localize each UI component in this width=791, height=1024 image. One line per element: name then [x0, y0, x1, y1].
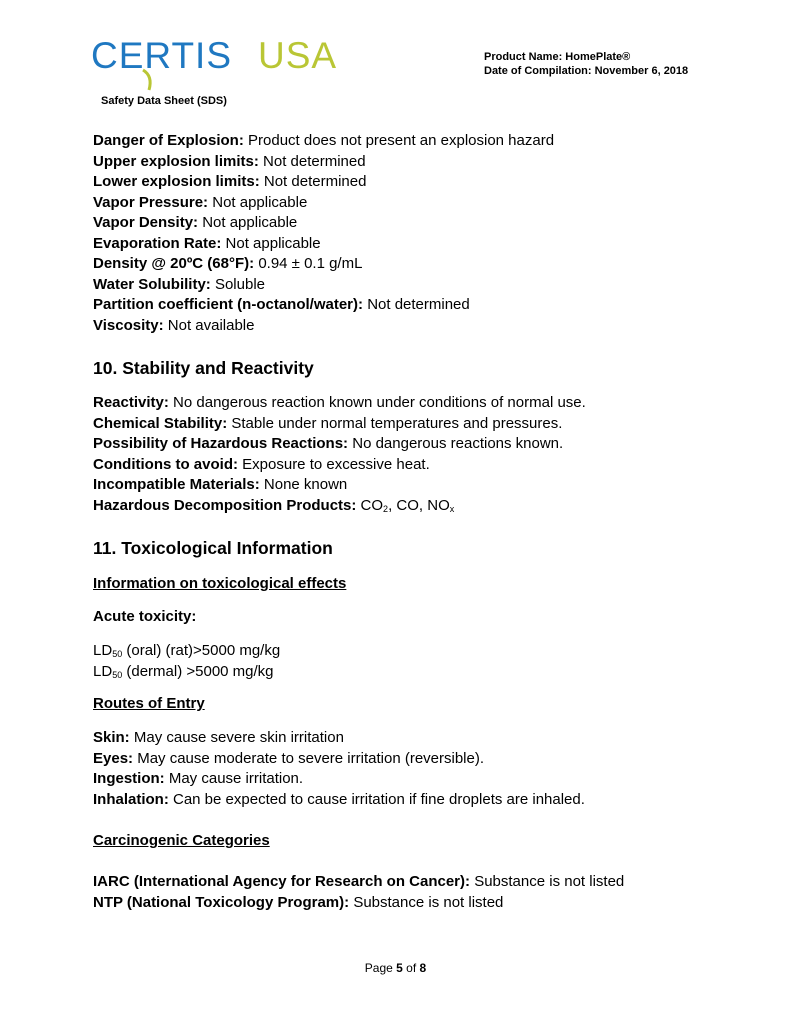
- reactivity-row: [93, 475, 586, 496]
- property-value: Soluble: [214, 275, 265, 293]
- property-label: Upper explosion limits:: [93, 152, 259, 170]
- property-value: Not determined: [263, 173, 367, 190]
- route-value: Can be expected to cause irritation if fine droplets are inhaled.: [173, 790, 585, 808]
- ld50-values: [93, 641, 280, 682]
- row-label: Possibility of Hazardous Reactions:: [93, 435, 349, 452]
- logo-secondary: USA: [258, 35, 338, 76]
- sds-label: Safety Data Sheet (SDS): [101, 95, 227, 107]
- route-value: May cause moderate to severe irritation (reversible).: [137, 749, 485, 767]
- property-value: Not available: [167, 316, 255, 334]
- row-value: Exposure to excessive heat.: [242, 455, 430, 473]
- page-total: 8: [419, 961, 427, 975]
- property-value: Product does not present an explosion hazard: [248, 132, 555, 149]
- row-label: Hazardous Decomposition Products:: [93, 496, 357, 514]
- property-row: [93, 131, 554, 152]
- property-value: 0.94 ± 0.1 g/mL: [258, 255, 363, 272]
- property-label: Partition coefficient (n-octanol/water):: [93, 296, 364, 313]
- property-value: Not determined: [367, 296, 470, 313]
- carc-value: Substance is not listed: [474, 873, 625, 890]
- row-value: No dangerous reactions known.: [352, 435, 564, 452]
- carcinogenic-categories: [93, 872, 624, 913]
- row-value: None known: [263, 476, 348, 493]
- property-value: Not determined: [263, 152, 366, 170]
- route-label: Eyes:: [93, 749, 134, 767]
- acute-heading: Acute toxicity:: [93, 608, 197, 625]
- route-row: [93, 728, 585, 749]
- decomposition-products: $CO_2$, CO, $NO_x$: [360, 496, 455, 514]
- property-row: [93, 254, 554, 275]
- row-value: No dangerous reaction known under conditions of normal use.: [173, 394, 586, 411]
- stability-reactivity: [93, 393, 586, 516]
- property-value: Not applicable: [225, 234, 321, 252]
- property-row: [93, 213, 554, 234]
- route-value: May cause irritation.: [168, 770, 304, 787]
- page-footer: Page 5 of 8: [364, 961, 427, 975]
- carc-label: IARC (International Agency for Research on Cancer):: [93, 873, 471, 890]
- row-label: Reactivity:: [93, 394, 169, 411]
- document-meta: [484, 50, 688, 78]
- row-label: Conditions to avoid:: [93, 455, 238, 473]
- route-label: Ingestion:: [93, 770, 165, 787]
- property-row: [93, 152, 554, 173]
- row-label: Incompatible Materials:: [93, 476, 260, 493]
- property-row: [93, 234, 554, 255]
- carc-row: [93, 893, 624, 914]
- property-label: Danger of Explosion:: [93, 132, 244, 149]
- ld50-row: $LD_{50}$ (oral) (rat)>5000 mg/kg: [93, 642, 281, 659]
- property-row: [93, 316, 554, 337]
- route-row: [93, 749, 585, 770]
- section-11-title: 11. Toxicological Information: [93, 538, 333, 558]
- property-row: [93, 275, 554, 296]
- physical-properties: [93, 131, 554, 336]
- compilation-date: Date of Compilation: November 6, 2018: [484, 65, 689, 77]
- property-label: Viscosity:: [93, 316, 164, 334]
- route-row: [93, 769, 585, 790]
- routes-of-entry: [93, 728, 585, 810]
- route-row: [93, 790, 585, 811]
- carc-row: [93, 872, 624, 893]
- carc-label: NTP (National Toxicology Program):: [93, 893, 350, 911]
- section-10-title: 10. Stability and Reactivity: [93, 358, 314, 378]
- property-label: Density @ 20ºC (68°F):: [93, 255, 255, 272]
- property-value: Not applicable: [212, 193, 308, 211]
- ld50-row: $LD_{50}$ (dermal) >5000 mg/kg: [93, 662, 274, 680]
- route-label: Skin:: [93, 729, 130, 746]
- row-label: Chemical Stability:: [93, 414, 228, 432]
- reactivity-row: [93, 414, 586, 435]
- property-label: Evaporation Rate:: [93, 234, 222, 252]
- row-value: Stable under normal temperatures and pressures.: [231, 414, 563, 432]
- route-value: May cause severe skin irritation: [133, 729, 344, 746]
- route-label: Inhalation:: [93, 790, 169, 808]
- property-row: [93, 172, 554, 193]
- reactivity-row: [93, 434, 586, 455]
- logo-primary: CERTIS: [91, 35, 233, 76]
- reactivity-row: [93, 496, 586, 517]
- carcinogenic-heading: Carcinogenic Categories: [93, 832, 270, 849]
- product-name: Product Name: HomePlate®: [484, 51, 631, 63]
- reactivity-row: [93, 455, 586, 476]
- property-label: Lower explosion limits:: [93, 173, 260, 190]
- property-row: [93, 295, 554, 316]
- reactivity-row: [93, 393, 586, 414]
- property-label: Vapor Pressure:: [93, 193, 209, 211]
- certis-usa-logo: [91, 35, 361, 90]
- property-label: Vapor Density:: [93, 214, 199, 231]
- property-value: Not applicable: [202, 214, 298, 231]
- property-label: Water Solubility:: [93, 275, 211, 293]
- property-row: [93, 193, 554, 214]
- carc-value: Substance is not listed: [353, 893, 504, 911]
- page-current: 5: [396, 961, 403, 975]
- routes-heading: Routes of Entry: [93, 695, 205, 712]
- info-heading: Information on toxicological effects: [93, 575, 347, 592]
